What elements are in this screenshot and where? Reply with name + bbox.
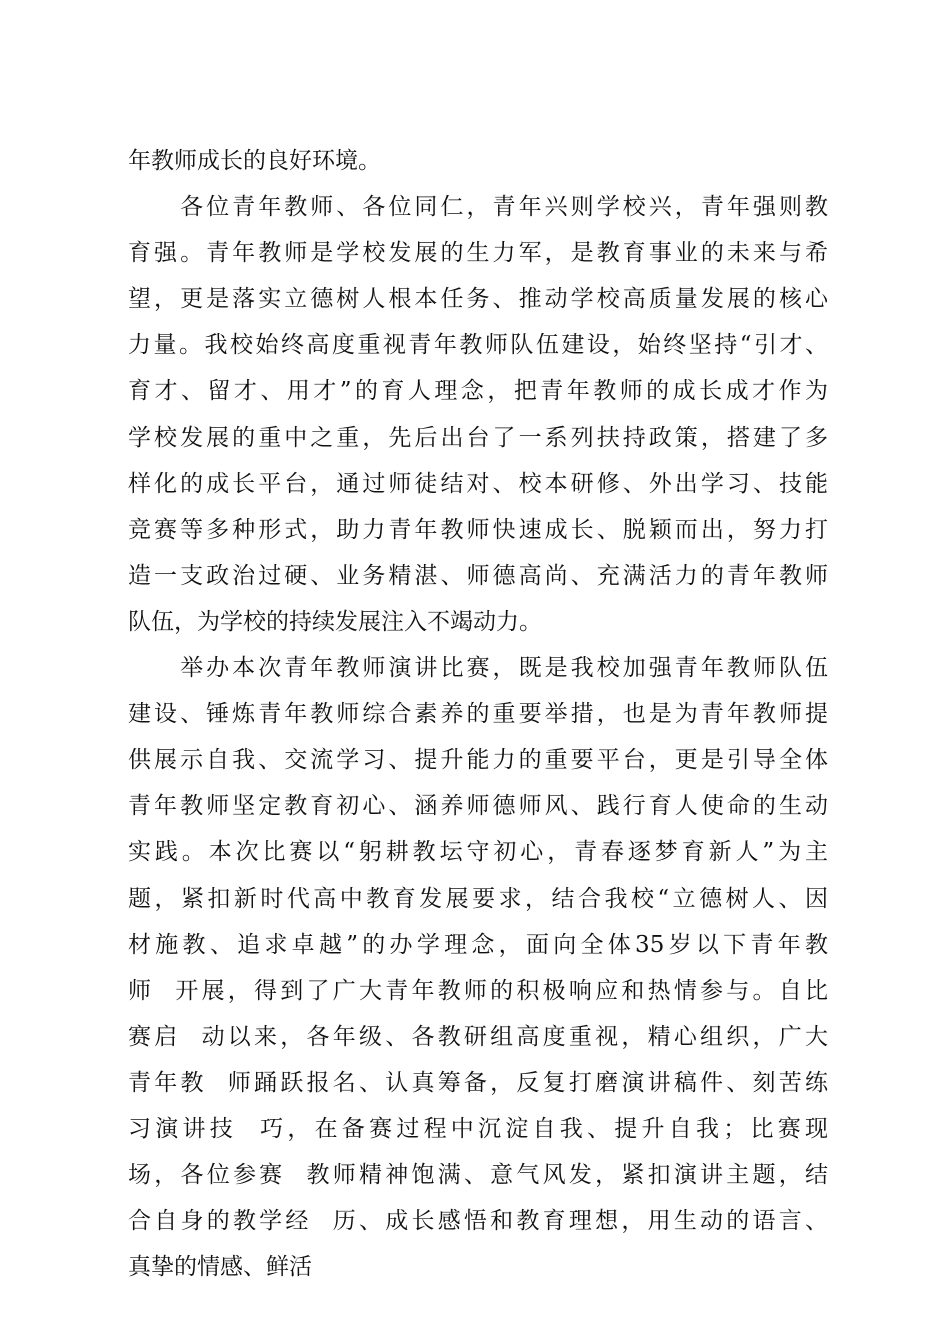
text-line: 习演讲技 巧，在备赛过程中沉淀自我、提升自我；比赛现 (128, 1115, 828, 1142)
text-line: 真挚的情感、鲜活 (128, 1254, 312, 1281)
text-line: 样化的成长平台，通过师徒结对、校本研修、外出学习、技能 (128, 470, 828, 497)
text-line: 力量。我校始终高度重视青年教师队伍建设，始终坚持“引才、 (128, 332, 828, 359)
text-line: 赛启 动以来，各年级、各教研组高度重视，精心组织，广大 (128, 1023, 828, 1050)
text-line: 育强。青年教师是学校发展的生力军，是教育事业的未来与希 (128, 240, 828, 267)
text-line: 育才、留才、用才”的育人理念，把青年教师的成长成才作为 (128, 378, 828, 405)
text-line: 望，更是落实立德树人根本任务、推动学校高质量发展的核心 (128, 286, 828, 313)
text-line: 青年教师坚定教育初心、涵养师德师风、践行育人使命的生动 (128, 793, 828, 820)
text-line: 供展示自我、交流学习、提升能力的重要平台，更是引导全体 (128, 747, 828, 774)
text-line: 举办本次青年教师演讲比赛，既是我校加强青年教师队伍 (128, 655, 828, 682)
text-line: 竞赛等多种形式，助力青年教师快速成长、脱颖而出，努力打 (128, 516, 828, 543)
text-line: 年教师成长的良好环境。 (128, 148, 381, 174)
text-line: 青年教 师踊跃报名、认真筹备，反复打磨演讲稿件、刻苦练 (128, 1069, 828, 1096)
text-line: 材施教、追求卓越”的办学理念，面向全体35岁以下青年教 (128, 931, 828, 958)
text-line: 题，紧扣新时代高中教育发展要求，结合我校“立德树人、因 (128, 885, 828, 912)
text-line: 师 开展，得到了广大青年教师的积极响应和热情参与。自比 (128, 977, 828, 1004)
text-line: 场，各位参赛 教师精神饱满、意气风发，紧扣演讲主题，结 (128, 1162, 828, 1189)
text-line: 各位青年教师、各位同仁，青年兴则学校兴，青年强则教 (128, 194, 828, 221)
text-line: 建设、锤炼青年教师综合素养的重要举措，也是为青年教师提 (128, 701, 828, 728)
text-line: 造一支政治过硬、业务精湛、师德高尚、充满活力的青年教师 (128, 562, 828, 589)
text-line: 队伍，为学校的持续发展注入不竭动力。 (128, 608, 542, 635)
text-line: 合自身的教学经 历、成长感悟和教育理想，用生动的语言、 (128, 1208, 828, 1235)
document-body (128, 138, 828, 1290)
text-line: 实践。本次比赛以“躬耕教坛守初心，青春逐梦育新人”为主 (128, 839, 828, 866)
text-line: 学校发展的重中之重，先后出台了一系列扶持政策，搭建了多 (128, 424, 828, 451)
